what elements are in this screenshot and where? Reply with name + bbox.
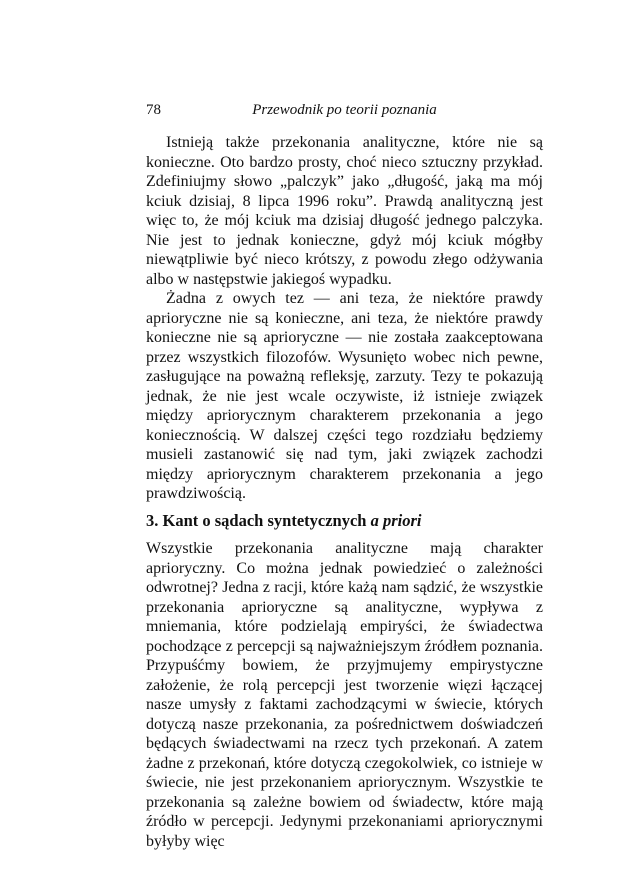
paragraph: Wszystkie przekonania analityczne mają charakter aprioryczny. Co można jednak powiedzieć o zależności odwrotnej? Jedna z racji, które każą nam sądzić, że wszystkie przekonania aprioryczne są analityczne, wypływa z mniemania, które podzielają empiryści, że świadectwa pochodzące z percepcji są najważniejszym źródłem poznania. Przypuśćmy bowiem, że przyjmujemy empirystyczne założenie, że rolą percepcji jest tworzenie więzi łączącej nasze umysły z faktami zachodzącymi w świecie, których dotyczą nasze przekonania, za pośrednictwem doświadczeń będących świadectwami na rzecz tych przekonań. A zatem żadne z przekonań, które dotyczą czegokolwiek, co istnieje w świecie, nie jest przekonaniem apriorycznym. Wszystkie te przekonania są zależne bowiem od świadectw, które mają źródło w percepcji. Jedynymi przekonaniami apriorycznymi byłyby więc	[146, 540, 543, 850]
section-heading	[146, 511, 543, 531]
paragraph: Istnieją także przekonania analityczne, które nie są konieczne. Oto bardzo prosty, choć nieco sztuczny przykład. Zdefiniujmy słowo „palczyk” jako „długość, jaką ma mój kciuk dzisiaj, 8 lipca 1996 roku”. Prawdą analityczną jest więc to, że mój kciuk ma dzisiaj długość jednego palczyka. Nie jest to jednak konieczne, gdyż mój kciuk mógłby niewątpliwie być nieco krótszy, z powodu złego odżywania albo w następstwie jakiegoś wypadku.	[146, 134, 543, 288]
paragraph: Żadna z owych tez — ani teza, że niektóre prawdy aprioryczne nie są konieczne, ani teza, że niektóre prawdy konieczne nie są aprioryczne — nie została zaakceptowana przez wszystkich filozofów. Wysunięto wobec nich pewne, zasługujące na poważną refleksję, zarzuty. Tezy te pokazują jednak, że nie jest wcale oczywiste, iż istnieje związek między apriorycznym charakterem przekonania a jego koniecznością. W dalszej części tego rozdziału będziemy musieli zastanowić się nad tym, jaki związek zachodzi między apriorycznym charakterem przekonania a jego prawdziwością.	[146, 290, 543, 502]
section-heading-italic: a priori	[370, 511, 422, 530]
page-number: 78	[146, 102, 161, 118]
body-text-top	[146, 133, 543, 504]
running-title: Przewodnik po teorii poznania	[252, 102, 437, 118]
section-heading-text: 3. Kant o sądach syntetycznych	[146, 511, 367, 530]
body-text-bottom	[146, 539, 543, 851]
